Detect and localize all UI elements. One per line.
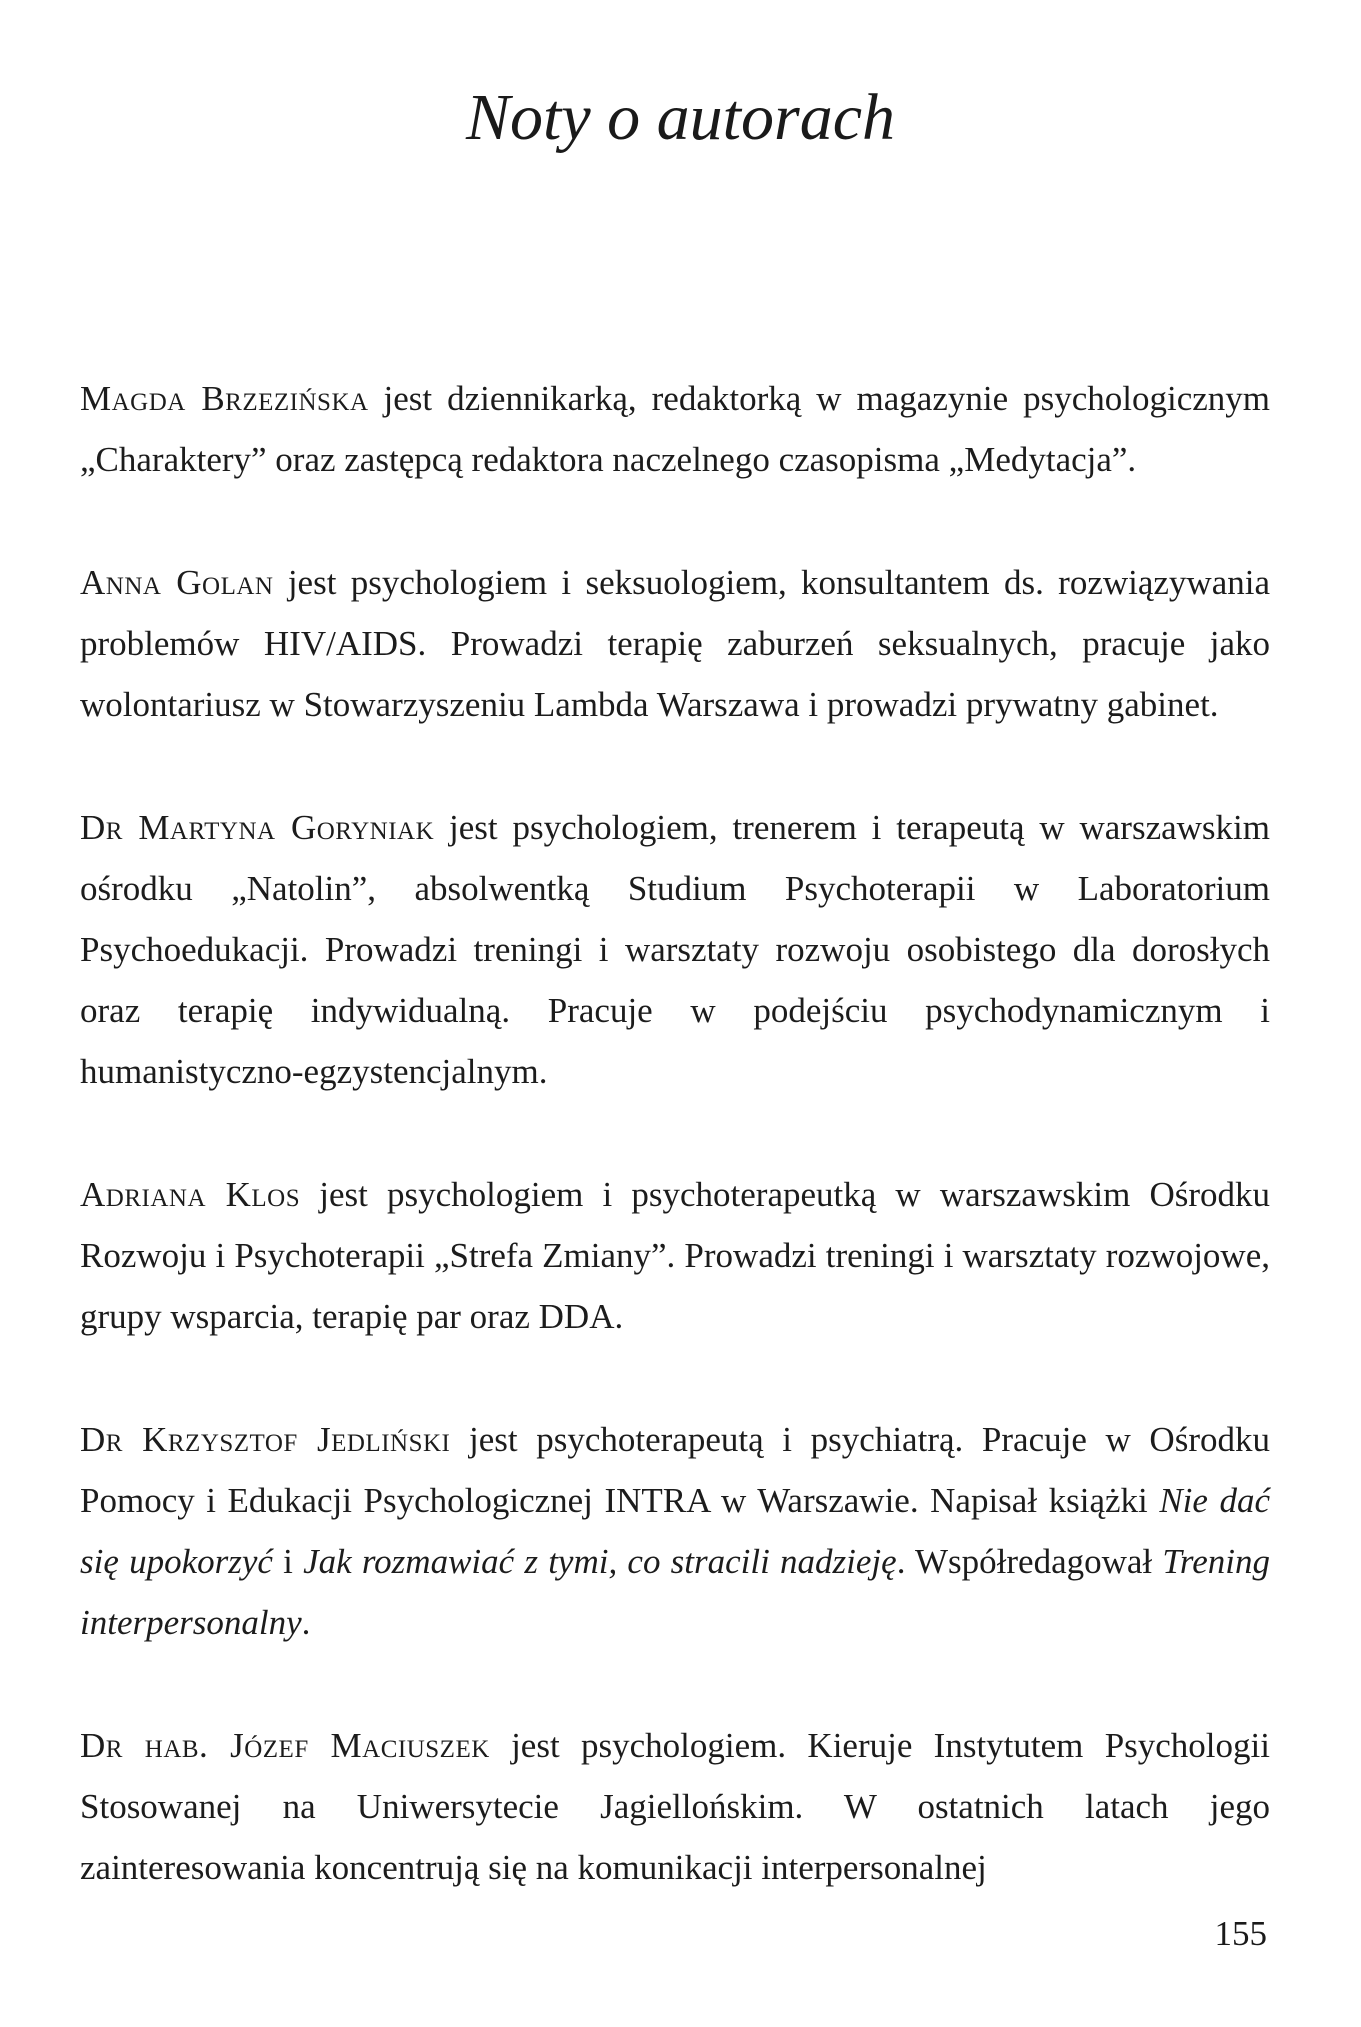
bio-text: jest psychologiem. Kieruje Instytutem Psychologii Stosowanej na Uniwersytecie Jagiellońskim. W ostatnich latach jego zainteresowania koncentrują się na komunikacji interpersonalnej [80, 1726, 1270, 1887]
page-number: 155 [1214, 1914, 1267, 1953]
bio-text: jest psychologiem i seksuologiem, konsultantem ds. rozwiązywania problemów HIV/AIDS. Prowadzi terapię zaburzeń seksualnych, pracuje jako wolontariusz w Stowarzyszeniu Lambda Warszawa i prowadzi prywatny gabinet. [80, 563, 1270, 724]
author-name: Magda Brzezińska [80, 379, 369, 418]
author-name: Anna Golan [80, 563, 274, 602]
bio-text: jest dziennikarką, redaktorką w magazynie psychologicznym „Charaktery” oraz zastępcą redaktora naczelnego czasopisma „Medytacja”. [80, 379, 1271, 479]
bio-text: jest psychologiem, trenerem i terapeutą w warszawskim ośrodku „Natolin”, absolwentką Studium Psychoterapii w Laboratorium Psychoedukacji. Prowadzi treningi i warsztaty rozwoju osobistego dla dorosłych oraz terapię indywidualną. Pracuje w podejściu psychodynamicznym i humanistyczno-egzystencjalnym. [80, 808, 1271, 1091]
bio-martyna-goryniak [80, 797, 1270, 1102]
bio-text: i [272, 1542, 304, 1581]
author-name: Adriana Klos [80, 1175, 301, 1214]
bio-anna-golan [80, 552, 1270, 735]
bio-magda-brzezinska [80, 368, 1270, 490]
author-name: Dr Krzysztof Jedliński [80, 1420, 451, 1459]
bio-krzysztof-jedlinski [80, 1409, 1270, 1653]
page-title: Noty o autorach [466, 81, 895, 154]
bio-text: . [301, 1603, 311, 1642]
bio-text: jest psychologiem i psychoterapeutką w warszawskim Ośrodku Rozwoju i Psychoterapii „Strefa Zmiany”. Prowadzi treningi i warsztaty rozwojowe, grupy wsparcia, terapię par oraz DDA. [80, 1175, 1270, 1336]
book-title: Jak rozmawiać z tymi, co stracili nadzieję [303, 1542, 897, 1581]
bio-text: . Współredagował [896, 1542, 1163, 1581]
bio-adriana-klos [80, 1164, 1270, 1347]
bio-text: jest psychoterapeutą i psychiatrą. Pracuje w Ośrodku Pomocy i Edukacji Psychologicznej INTRA w Warszawie. Napisał książki [80, 1420, 1270, 1520]
author-name: Dr Martyna Goryniak [80, 808, 435, 847]
bio-jozef-maciuszek [80, 1715, 1270, 1898]
book-title: Trening interpersonalny [80, 1542, 1270, 1642]
author-notes [80, 368, 1270, 1960]
author-name: Dr hab. Józef Maciuszek [80, 1726, 490, 1765]
book-title: Nie dać się upokorzyć [80, 1481, 1271, 1581]
